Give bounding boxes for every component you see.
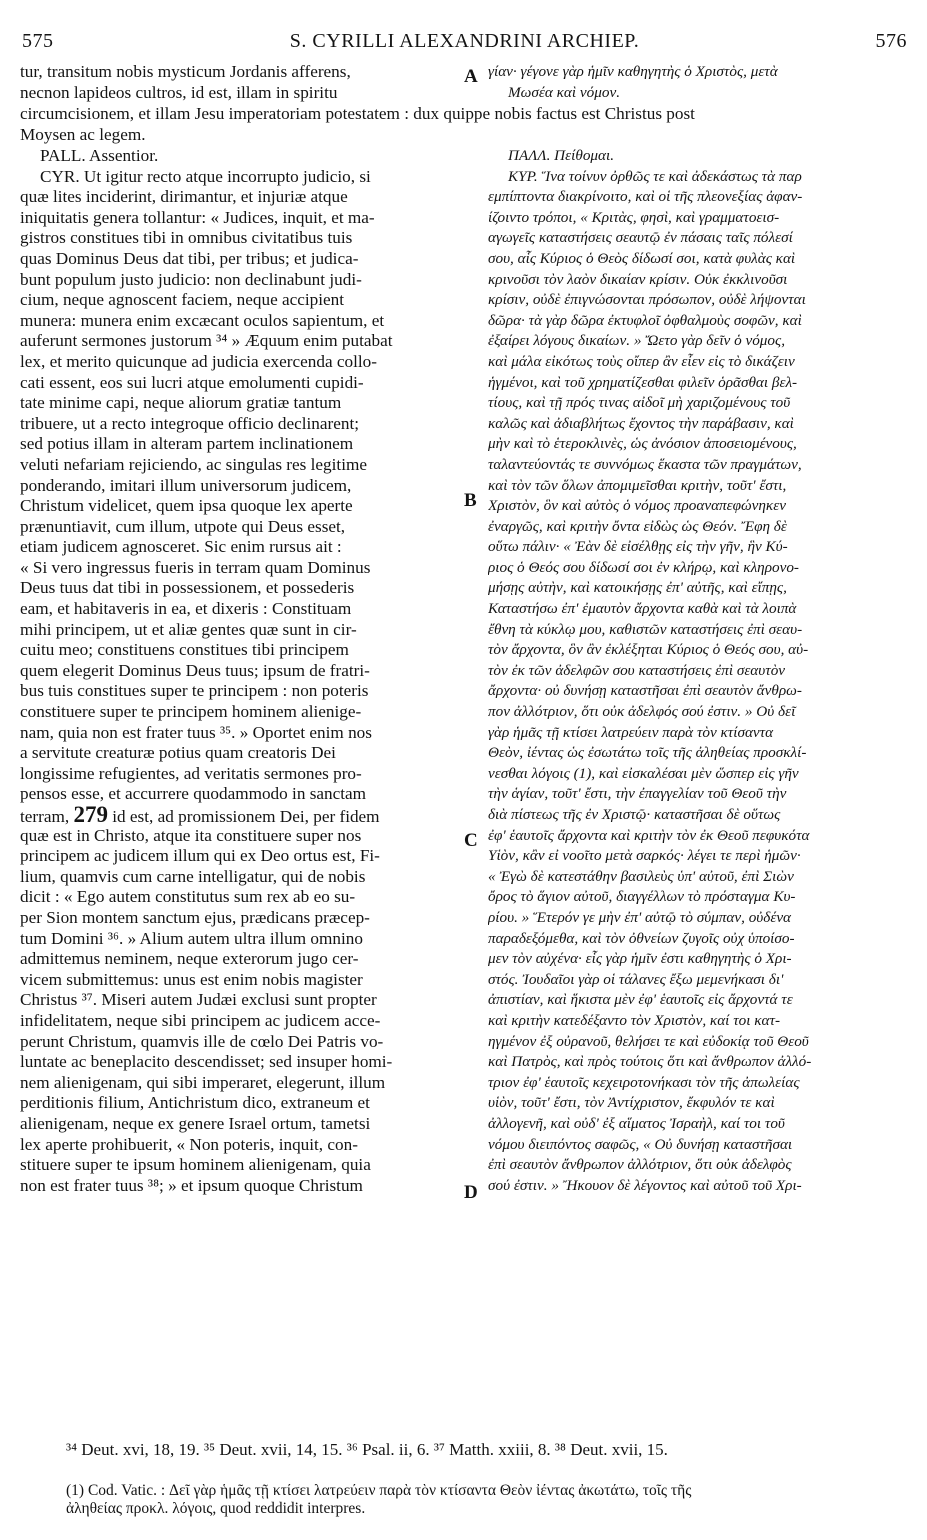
text-line: veluti nefariam rejiciendo, ac singulas res legitime (20, 454, 367, 474)
text-line: Μωσέα καὶ νόμον. (508, 83, 620, 101)
top-greek-block (488, 62, 906, 103)
text-line: ρίου. » Ἕτερόν γε μὴν ἐπ' αὐτῷ τὸ σύμπαν, οὐδένα (488, 908, 792, 926)
text-line: bus tuis constitues super te principem : non poteris (20, 681, 369, 701)
text-line: a servitute creaturæ potius quam creatoris Dei (20, 743, 336, 763)
page-header (22, 30, 907, 56)
text-line: auferunt sermones justorum ³⁴ » Æquum enim putabat (20, 331, 393, 351)
text-line: μεν τὸν αὐχένα· εἷς γὰρ ἡμῖν ἐστι καθηγητὴς ὁ Χρι- (488, 950, 792, 968)
text-line: mihi principem, ut et aliæ gentes quæ sunt in cir- (20, 619, 357, 639)
latin-column (20, 146, 460, 1196)
text-line: ἀλλογενῆ, καὶ οὐδ' ἐξ αἵματος Ἰσραὴλ, καί τοι τοῦ (488, 1114, 785, 1132)
section-marker-b: B (464, 490, 477, 511)
text-line: sed potius illam in alteram partem inclinationem (20, 434, 354, 454)
text-line: τριον ἐφ' ἑαυτοῖς κεχειροτονήκασι τὸν τῆς ἀπωλείας (488, 1073, 800, 1091)
running-title: S. CYRILLI ALEXANDRINI ARCHIEP. (289, 30, 640, 52)
text-line: τίους, καὶ τῇ πρός τινας αἰδοῖ μὴ χαριζομένους τοῦ (488, 394, 791, 412)
text-line: πον ἀλλότριον, ὅτι οὐκ ἀδελφός σού ἐστιν. » Οὐ δεῖ (488, 703, 796, 721)
text-line: ἀπιστίαν, καὶ ἥκιστα μὲν ἐφ' ἑαυτοῖς εἰς ἄρχοντά τε (488, 991, 793, 1009)
text-line: etiam judicem agnosceret. Sic enim rursus ait : (20, 537, 342, 557)
text-line: ἐναργῶς, καὶ κριτὴν ὄντα εἰδὼς ὡς Θεόν. Ἔφη δὲ (488, 517, 787, 535)
text-line: ἄρχοντα· οὐ δυνήσῃ καταστῆσαι ἐπὶ σεαυτὸν ἄνθρω- (488, 682, 802, 700)
text-line: necnon lapideos cultros, id est, illam in spiritu (20, 82, 338, 102)
text-line: σου, αἷς Κύριος ὁ Θεὸς δίδωσί σοι, κατὰ φυλὰς καὶ (488, 249, 796, 267)
text-line: stituere super te ipsum hominem alienigenam, quia (20, 1155, 371, 1175)
text-line: munera: munera enim excæcant oculos sapientum, et (20, 310, 385, 330)
text-line: διὰ πίστεως τῆς ἐν Χριστῷ· καταστῆσαι δὲ οὕτως (488, 806, 781, 823)
text-line: ΚΥΡ. Ἵνα τοίνυν ὀρθῶς τε καὶ ἀδεκάστως τὰ παρ (508, 167, 802, 185)
text-line: μὴν καὶ τὸ ἑτεροκλινὲς, ὡς ἀνόσιον ἀποσειομένους, (488, 435, 797, 453)
text-line: perunt Christum, quamvis ille de cœlo Dei Patris vo- (20, 1031, 384, 1051)
text-line: cuitu meo; constituens constitues tibi principem (20, 640, 349, 660)
text-line: gistros constitues tibi in omnibus civitatibus tuis (20, 228, 353, 248)
text-line: παραδεξόμεθα, καὶ τὸν ὀθνείων ζυγοῖς οὐχ ὑποίσο- (488, 929, 795, 947)
text-line: Θεὸν, ἰέντας ὡς ἐσωτάτω τοῖς τῆς ἀληθείας προσκλί- (488, 744, 807, 762)
text-line: vicem submittemus: unus est enim nobis magister (20, 969, 363, 989)
text-line: αγωγεῖς καταστήσεις σεαυτῷ ἐν πάσαις ταῖς πόλεσί (488, 229, 793, 247)
text-line: κρινοῦσι τὸν λαὸν δικαίαν κρίσιν. Οὐκ ἐκκλινοῦσι (488, 270, 788, 288)
top-latin-block (20, 62, 460, 103)
text-line: καλῶς καὶ ἀδιαβλήτως ἔχοντος τὴν παράβασιν, καὶ (488, 414, 794, 432)
text-line: ριος ὁ Θεός σου δίδωσί σοι ἐν κλήρῳ, καὶ κληρονο- (488, 558, 799, 576)
text-line: στός. Ἰουδαῖοι γὰρ οἱ τάλανες ἔξω μεμενήκασι δι' (488, 970, 784, 988)
text-line: quem elegerit Dominus Deus tuus; ipsum de fratri- (20, 660, 370, 680)
text-line: tum Domini ³⁶. » Alium autem ultra illum omnino (20, 928, 363, 948)
text-line: quæ est in Christo, atque ita constituere super nos (20, 825, 362, 845)
text-line: καὶ μάλα εἰκότως τοὺς οἴπερ ἂν εἶεν εἰς τὸ δικάζειν (488, 352, 795, 370)
page-number-right: 576 (875, 30, 907, 52)
text-line: constituere super te principem hominem alienige- (20, 702, 362, 722)
text-line: καὶ κριτὴν κατεδέξαντο τὸν Χριστὸν, καί τοι κατ- (488, 1011, 781, 1029)
text-line: γὰρ ἡμᾶς τῇ κτίσει λατρεύειν παρὰ τὸν κτίσαντα (488, 723, 774, 741)
text-line: lex, et merito quicunque ad judicia exercenda collo- (20, 351, 377, 371)
original-page-number: 279 (73, 805, 108, 826)
text-line: Υἱὸν, κἂν εἰ νοοῖτο μετὰ σαρκός· λέγει τε περὶ ἡμῶν· (488, 847, 801, 865)
text-line: terram, 279 id est, ad promissionem Dei, per fidem (20, 805, 460, 826)
text-line: pensos esse, et accurrere quodammodo in sanctam (20, 784, 367, 804)
text-line: ponderando, imitari illum universorum judicem, (20, 475, 352, 495)
text-line: longissime refugientes, ad veritatis sermones pro- (20, 763, 362, 783)
text-line: καὶ Πατρὸς, καὶ πρὸς τούτοις ὅτι καὶ ἄνθρωπον ἀλλό- (488, 1053, 812, 1071)
section-marker-a: A (464, 66, 478, 87)
text-line: ἀληθείας προκλ. λόγοις, quod reddidit interpres. (66, 1500, 366, 1517)
text-line: tur, transitum nobis mysticum Jordanis afferens, (20, 62, 351, 81)
page-number-left: 575 (22, 30, 54, 52)
text-line: principem ac judicem illum qui ex Deo ortus est, Fi- (20, 846, 380, 866)
text-line: οὕτω πάλιν· « Ἐὰν δὲ εἰσέλθῃς εἰς τὴν γῆν, ἣν Κύ- (488, 538, 788, 556)
critical-note (66, 1482, 906, 1518)
text-line: δῶρα· τὰ γὰρ δῶρα ἐκτυφλοῖ ὀφθαλμοὺς σοφῶν, καὶ (488, 311, 802, 329)
text-line: CYR. Ut igitur recto atque incorrupto judicio, si (40, 166, 371, 186)
text-line: non est frater tuus ³⁸; » et ipsum quoque Christum (20, 1175, 363, 1195)
text-line: quæ lites inciderint, dirimantur, et injuriæ atque (20, 187, 348, 207)
text-line: cium, neque agnoscent faciem, neque accipient (20, 290, 345, 310)
text-line: perditionis filium, Antichristum dico, extraneum et (20, 1093, 370, 1113)
text-line: γίαν· γέγονε γὰρ ἡμῖν καθηγητὴς ὁ Χριστὸς, μετὰ (488, 63, 778, 80)
text-line: υἱὸν, τοῦτ' ἔστι, τὸν Ἀντίχριστον, ἔκφυλόν τε καὶ (488, 1094, 775, 1112)
full-width-block (20, 104, 905, 145)
text-line: nam, quia non est frater tuus ³⁵. » Oportet enim nos (20, 722, 372, 742)
text-line: « Ἐγὼ δὲ κατεστάθην βασιλεὺς ὑπ' αὐτοῦ, ἐπὶ Σιὼν (488, 867, 794, 885)
text-line: luntate ac beneplacito descendisset; sed insuper homi- (20, 1052, 393, 1072)
section-marker-d: D (464, 1182, 478, 1203)
text-line: tribuere, ut a recto integroque officio declinarent; (20, 413, 359, 433)
text-line: infidelitatem, neque sibi principem ac judicem acce- (20, 1010, 381, 1030)
text-line: ΠΑΛΛ. Πείθομαι. (508, 147, 615, 164)
text-line: μήσῃς αὐτὴν, καὶ κατοικήσῃς ἐπ' αὐτῆς, καὶ εἴπῃς, (488, 579, 787, 597)
text-line: circumcisionem, et illam Jesu imperatoriam potestatem : dux quippe nobis factus est Christus post (20, 104, 695, 123)
text-line: ἐπὶ σεαυτὸν ἄνθρωπον ἀλλότριον, ὅτι οὐκ ἀδελφὸς (488, 1156, 792, 1174)
text-line: tate minime capi, neque aliorum gratiæ tantum (20, 393, 342, 413)
text-line: νεσθαι λόγοις (1), καὶ εἰσκαλέσαι μὲν ὥσπερ εἰς γῆν (488, 764, 799, 782)
text-line: σού ἐστιν. » Ἤκουον δὲ λέγοντος καὶ αὐτοῦ τοῦ Χρι- (488, 1176, 802, 1194)
text-line: Deus tuus dat tibi in possessionem, et possederis (20, 578, 355, 598)
footnotes: ³⁴ Deut. xvi, 18, 19. ³⁵ Deut. xvii, 14, 15. ³⁶ Psal. ii, 6. ³⁷ Matth. xxiii, 8. ³⁸ Deut. xvii, 15. (66, 1440, 668, 1459)
text-line: « Si vero ingressus fueris in terram quam Dominus (20, 557, 371, 577)
text-line: κρίσιν, οὐδὲ ἐπιγνώσονται πρόσωπον, οὐδὲ λήψονται (488, 291, 806, 309)
text-line: prænuntiavit, cum illum, utpote qui Deus esset, (20, 516, 346, 536)
text-line: lium, quamvis cum carne intelligatur, qui de nobis (20, 866, 366, 886)
text-line: quas Dominus Deus dat tibi, per tribus; et judica- (20, 248, 359, 268)
text-line: iniquitatis genera tollantur: « Judices, inquit, et ma- (20, 207, 375, 227)
text-line: dicit : « Ego autem constitutus sum rex ab eo su- (20, 887, 356, 907)
text-line: τὸν ἐκ τῶν ἀδελφῶν σου καταστήσεις ἐπὶ σεαυτὸν (488, 661, 786, 679)
greek-column (488, 146, 906, 1196)
text-line: nem alienigenam, qui sibi imperaret, elegerunt, illum (20, 1072, 386, 1092)
text-line: νόμου διειπόντος σαφῶς, « Οὐ δυνήσῃ καταστῆσαι (488, 1135, 793, 1153)
text-line: ἡγμένοι, καὶ τοῦ χρηματίζεσθαι φιλεῖν ὁρᾶσθαι βελ- (488, 373, 798, 391)
text-line: Moysen ac legem. (20, 124, 146, 144)
section-marker-c: C (464, 830, 478, 851)
text-line: ἔθνη τὰ κύκλῳ μου, καθιστῶν καταστήσεις ἐπὶ σεαυ- (488, 620, 803, 638)
text-line: ταλαντεύοντάς τε συννόμως ἕκαστα τῶν πραγμάτων, (488, 455, 802, 473)
text-line: καὶ τὸν τῶν ὅλων ἀπομιμεῖσθαι κριτὴν, τοῦτ' ἔστι, (488, 476, 787, 494)
text-line: τὸν ἄρχοντα, ὃν ἂν ἐκλέξηται Κύριος ὁ Θεός σου, αὐ- (488, 641, 809, 659)
text-line: Χριστὸν, ὃν καὶ αὐτὸς ὁ νόμος προαναπεφώνηκεν (488, 497, 786, 515)
text-line: lex aperte prohibuerit, « Non poteris, inquit, con- (20, 1134, 358, 1154)
text-line: per Sion montem sanctum ejus, prædicans præcep- (20, 907, 370, 927)
text-line: cati essent, eos sui lucri atque emolumenti cupidi- (20, 372, 364, 392)
text-line: eam, et habitaveris in ea, et dixeris : Constituam (20, 599, 352, 619)
text-line: Christum videlicet, quem ipsa quoque lex aperte (20, 496, 353, 516)
text-line: ὄρος τὸ ἅγιον αὐτοῦ, διαγγέλλων τὸ πρόσταγμα Κυ- (488, 888, 796, 906)
text-line: PALL. Assentior. (40, 146, 159, 165)
text-line: ίζοιντο τρόποι, « Κριτὰς, φησὶ, καὶ γραμματοεισ- (488, 208, 780, 226)
text-line: ἐξαίρει λόγους δικαίων. » Ὤετο γὰρ δεῖν ὁ νόμος, (488, 332, 785, 350)
text-line: Christus ³⁷. Miseri autem Judæi exclusi sunt propter (20, 990, 377, 1010)
text-line: admittemus neminem, neque exterorum jugo cer- (20, 949, 359, 969)
text-line: alienigenam, neque ex genere Israel ortum, tametsi (20, 1113, 371, 1133)
text-line: Καταστήσω ἐπ' ἐμαυτὸν ἄρχοντα καθὰ καὶ τὰ λοιπὰ (488, 600, 797, 618)
text-line: (1) Cod. Vatic. : Δεῖ γὰρ ἡμᾶς τῇ κτίσει λατρεύειν παρὰ τὸν κτίσαντα Θεὸν ἰέντας ἀκωτάτω, τοῖς τῆς (66, 1482, 692, 1499)
text-line: ἐφ' ἑαυτοῖς ἄρχοντα καὶ κριτὴν τὸν ἐκ Θεοῦ πεφυκότα (488, 826, 810, 844)
text-line: τὴν ἁγίαν, τοῦτ' ἔστι, τὴν ἐπαγγελίαν τοῦ Θεοῦ τὴν (488, 785, 787, 803)
text-line: εμπίπτοντα διακρίνοιτο, καὶ οἱ τῆς πλεονεξίας ἀφαν- (488, 188, 803, 206)
text-line: bunt populum justo judicio: non declinabunt judi- (20, 269, 362, 289)
text-line: ηγμένον ἐξ οὐρανοῦ, θελήσει τε καὶ εὐδοκίᾳ τοῦ Θεοῦ (488, 1032, 809, 1050)
